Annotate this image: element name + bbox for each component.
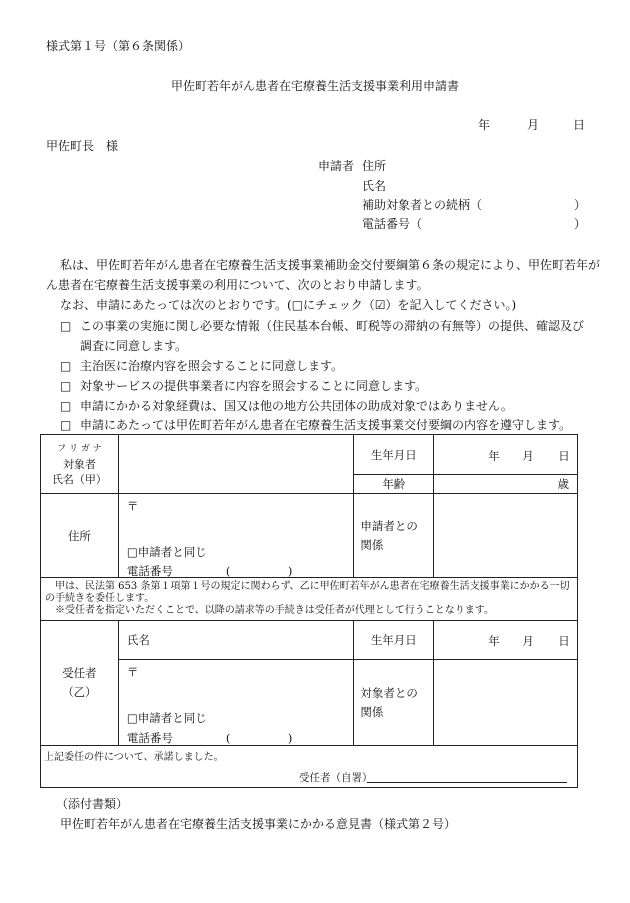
age-label: 年齢 [354,475,434,494]
agreement-item-continued [60,337,187,354]
checkbox[interactable]: □ [60,418,72,432]
age-unit: 歳 [557,477,569,491]
proxy-label: 受任者 [62,666,97,680]
body-line-2: ん患者在宅療養生活支援事業の利用について、次のとおり申請します。 [46,278,429,292]
agreement-item[interactable] [60,397,513,414]
applicant-name-label: 氏名 [362,179,387,193]
proxy-same-as-applicant-checkbox[interactable]: □申請者と同じ [126,711,207,725]
agreement-text: 申請にあたっては甲佐町若年がん患者在宅療養生活支援事業交付要綱の内容を遵守します。 [80,418,572,432]
proxy-name-field[interactable] [118,621,354,660]
proxy-birth-day-label: 日 [558,634,570,648]
address-label: 住所 [41,494,119,578]
note-line-2: の手続きを委任します。 [45,593,155,604]
form-title: 甲佐町若年がん患者在宅療養生活支援事業利用申請書 [170,79,459,93]
consent-section [41,746,578,788]
proxy-birth-year-label: 年 [488,634,500,648]
proxy-label-b: （乙） [62,685,97,699]
applicant-relation-close: ） [574,198,587,212]
subject-label: 対象者 [62,457,96,471]
proxy-postal-mark: 〒 [126,665,139,679]
applicant-relation-label: 補助対象者との続柄（ [362,198,483,212]
agreement-item[interactable] [60,377,427,394]
subject-name-field[interactable] [118,435,354,494]
subject-relation-label-2: 関係 [360,704,384,719]
relation-to-subject-label [354,660,434,746]
subject-relation-label-1: 対象者との [360,685,418,700]
relation-label-1: 申請者との [360,518,418,533]
proxy-birthdate-label: 生年月日 [354,621,434,660]
relation-to-subject-field[interactable] [434,660,578,746]
agreement-text: 主治医に治療内容を照会することに同意します。 [80,359,344,373]
relation-to-applicant-label [354,494,434,578]
applicant-phone-close: ） [574,217,587,231]
applicant-phone-label: 電話番号（ [362,217,423,231]
agreement-text: 申請にかかる対象経費は、国又は他の地方公共団体の助成対象ではありません。 [80,399,513,413]
body-line-1: 私は、甲佐町若年がん患者在宅療養生活支援事業補助金交付要綱第６条の規定により、甲佐町若年が [60,258,601,272]
same-as-applicant-checkbox[interactable]: □申請者と同じ [126,545,207,559]
consent-text: 上記委任の件について、承諾しました。 [44,752,224,763]
applicant-label: 申請者 [318,159,355,173]
age-field[interactable] [434,475,578,494]
date-day-label: 日 [573,118,586,132]
birth-day-label: 日 [558,449,570,463]
proxy-address-field[interactable] [118,660,354,746]
delegation-note [41,578,578,621]
agreement-item[interactable] [60,357,343,374]
note-line-3: ※受任者を指定いただくことで、以降の請求等の手続きは受任者が代理として行うことなります。 [55,605,494,616]
checkbox[interactable]: □ [60,379,72,393]
date-month-label: 月 [527,118,540,132]
proxy-signature-label: 受任者（自署） [299,772,373,784]
relation-label-2: 関係 [360,537,384,552]
proxy-phone-parens: ( ) [225,731,293,745]
agreement-item[interactable] [60,317,584,334]
applicant-address-label: 住所 [362,159,387,173]
subject-name-header [41,435,119,494]
proxy-phone-label: 電話番号 [126,731,173,745]
postal-mark: 〒 [126,499,139,513]
agreement-text: この事業の実施に関し必要な情報（住民基本台帳、町税等の滞納の有無等）の提供、確認及び [80,319,585,333]
attachment-item: 甲佐町若年がん患者在宅療養生活支援事業にかかる意見書（様式第２号） [60,817,457,831]
body-line-3: なお、申請にあたっては次のとおりです。(□にチェック（☑）を記入してください。) [60,298,517,312]
birthdate-field[interactable] [434,435,578,475]
relation-to-applicant-field[interactable] [434,494,578,578]
subject-phone-parens: ( ) [225,564,293,578]
subject-phone-label: 電話番号 [126,564,173,578]
date-year-label: 年 [478,118,491,132]
proxy-birthdate-field[interactable] [434,621,578,660]
birth-month-label: 月 [522,449,534,463]
birthdate-label: 生年月日 [354,435,434,475]
note-line-1: 甲は、民法第 653 条第１項第１号の規定に関わらず、乙に甲佐町若年がん患者在宅療養生活支援事業にかかる一切 [55,581,570,592]
checkbox[interactable]: □ [60,399,72,413]
addressee: 甲佐町長 様 [46,139,119,153]
checkbox[interactable]: □ [60,319,72,333]
form-number: 様式第１号（第６条関係） [46,39,191,53]
agreement-item[interactable] [60,416,571,433]
proxy-header [41,621,119,746]
agreement-text: 調査に同意します。 [80,339,188,353]
furigana-label: フ リ ガ ナ [57,443,102,454]
proxy-birth-month-label: 月 [522,634,534,648]
agreement-text: 対象サービスの提供事業者に内容を照会することに同意します。 [80,379,428,393]
checkbox[interactable]: □ [60,359,72,373]
address-field[interactable] [118,494,354,578]
proxy-signature-line[interactable] [367,770,567,783]
subject-name-label: 氏名（甲） [51,472,107,486]
application-table [40,434,578,788]
proxy-name-label: 氏名 [126,633,150,647]
birth-year-label: 年 [488,449,500,463]
attachments-heading: （添付書類） [56,797,129,811]
